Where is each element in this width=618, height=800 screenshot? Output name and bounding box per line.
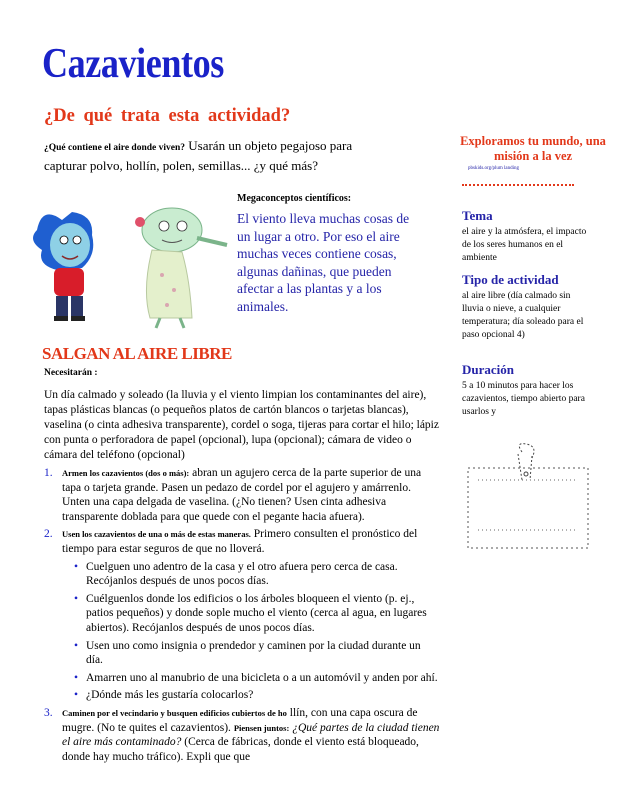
step-text: abran un agujero cerca de la parte superior de una tapa o tarjeta grande. Pasen un pedazo de cordel por el agujero y amárrenlo. Unten una capa delgada de vaselina. (¿No tienen? Usen cinta adhesiva transparente doblada para que quede con el pegante hacia afuera). — [62, 467, 422, 523]
tema-heading: Tema — [462, 208, 493, 223]
bullet-item: • ¿Dónde más les gustaría colocarlos? — [62, 688, 440, 703]
characters-illustration — [22, 200, 232, 330]
step-text: Primero consulten el pronóstico del tiempo para estar seguros de que no lloverá. — [62, 528, 418, 555]
section-title: SALGAN AL AIRE LIBRE — [42, 344, 232, 363]
tipo-text: al aire libre (día calmado sin lluvia o nieve, a cualquier temperatura; día soleado para el paso opcional 4) — [462, 291, 584, 340]
step-number: 2. — [44, 528, 53, 541]
step-text-3: que que — [214, 750, 251, 763]
step-italic: ¿Qué partes de la ciudad tienen el aire más contaminado? — [62, 721, 440, 749]
step-number: 1. — [44, 467, 53, 479]
step-text: con una capa oscura de mugre. (No te quites el cazavientos). — [62, 706, 418, 734]
duracion-heading: Duración — [462, 362, 514, 377]
step-lead-2: Piensen juntos: — [233, 722, 290, 733]
steps-list — [44, 466, 440, 767]
duracion-text: 5 a 10 minutos para hacer los cazavientos, tiempo abierto para usarlos y — [462, 381, 585, 417]
megaconcepts-text: El viento lleva muchas cosas de un lugar a otro. Por eso el aire muchas veces contiene cosas, algunas dañinas, que pueden afectar a las plantas y a los animales. — [237, 211, 410, 314]
page-title: Cazavientos — [42, 41, 224, 87]
step-lead-end: llín, — [289, 706, 308, 719]
sidebar-url: pbskids.org/plum landing — [468, 166, 520, 171]
sidebar-divider — [462, 184, 574, 186]
step-lead: Caminen por el vecindario y busquen edificios cubiertos de ho — [62, 707, 287, 718]
girl-face — [50, 223, 90, 267]
materials-list: Un día calmado y soleado (la lluvia y el viento limpian los contaminantes del aire), tapas plásticas blancas (o pequeños platos de cartón blancos o tarjetas blancas), vaselina (o cinta adhesiva transparente), cordel o soga, tijeras para cortar el hilo; lápiz con punta o perforadora de papel (opcional), lupa (opcional); cámara de video o cámara del teléfono (opcional) — [44, 389, 439, 461]
tema-text: el aire y la atmósfera, el impacto de los seres humanos en el ambiente — [462, 227, 587, 263]
sidebar-title: Exploramos tu mundo, una misión a la vez — [460, 134, 606, 163]
alien-head — [142, 208, 202, 252]
intro-text: Usarán un objeto pegajoso para capturar polvo, hollín, polen, semillas... ¿y qué más? — [44, 138, 353, 173]
step-3 — [44, 706, 440, 764]
megaconcepts-heading: Megaconceptos científicos: — [237, 193, 352, 204]
step-lead: Usen los cazavientos de una o más de estas maneras. — [62, 529, 251, 540]
activity-question: ¿De qué trata esta actividad? — [44, 106, 291, 126]
step-1 — [44, 466, 440, 524]
step-text-2: (Cerca de fábricas, donde el viento está bloqueado, donde hay mucho tráfico). Expli — [62, 736, 419, 763]
bullet-item: • Amarren uno al manubrio de una bicicleta o a un automóvil y anden por ahí. — [62, 671, 440, 686]
bullet-item: • Cuélguenlos donde los edificios o los árboles bloqueen el viento (p. ej., patios pequeños) y donde sople mucho el viento (cerca al agua, en lugares abiertos). Recójanlos después de unos pocos días. — [62, 592, 440, 636]
bullet-item: • Usen uno como insignia o prendedor y caminen por la ciudad durante un día. — [62, 639, 440, 668]
intro-lead: ¿Qué contiene el aire donde viven? — [44, 143, 185, 153]
step-lead: Armen los cazavientos (dos o más): — [62, 468, 190, 478]
bullet-item: • Cuelguen uno adentro de la casa y el otro afuera pero cerca de casa. Recójanlos después de unos pocos días. — [62, 560, 440, 589]
step-2 — [44, 527, 440, 703]
step-number: 3. — [44, 706, 53, 719]
intro-paragraph — [44, 137, 384, 174]
needed-label: Necesitarán : — [44, 368, 98, 378]
girl-shirt — [54, 268, 84, 296]
wind-catcher-sketch — [460, 440, 600, 570]
alien-dress — [146, 250, 192, 318]
tipo-heading: Tipo de actividad — [462, 272, 559, 287]
